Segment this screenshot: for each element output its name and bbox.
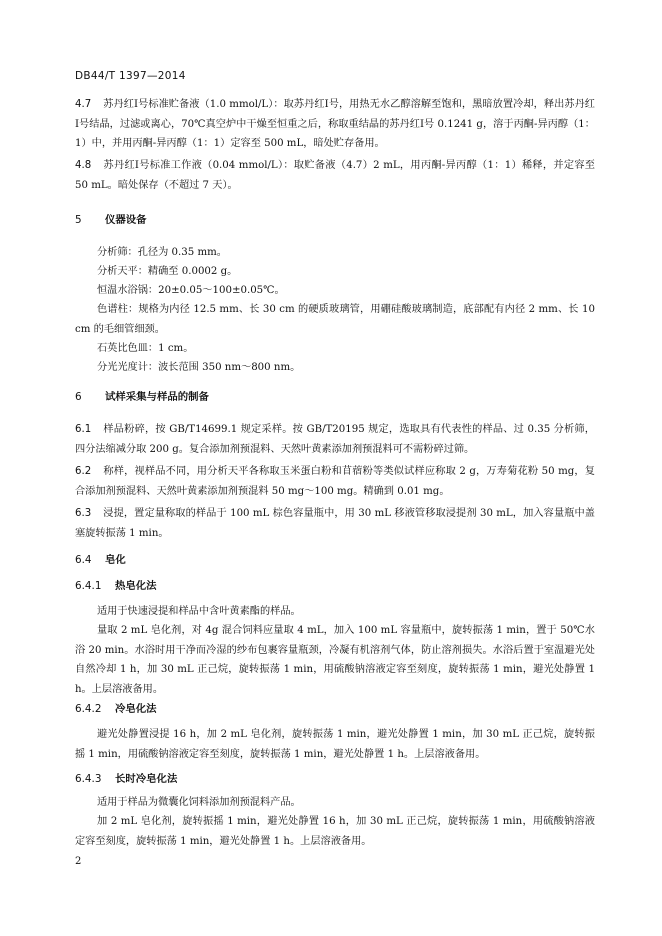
equipment-item: 分析筛：孔径为 0.35 mm。 [97,247,227,258]
paragraph: 适用于快速浸提和样品中含叶黄素酯的样品。 [97,606,301,617]
section-number: 6.4.2 [75,703,102,715]
section-heading-5 [75,211,147,226]
clause-6-1 [75,420,595,459]
section-number: 6.4 [75,554,92,566]
section-heading-6 [75,388,209,403]
section-number: 5 [75,214,82,226]
clause-text: 浸提，置定量称取的样品于 100 mL 棕色容量瓶中，用 30 mL 移液管移取浸提剂 30 mL，加入容量瓶中盖塞旋转振荡 1 min。 [75,508,595,539]
page-number: 2 [75,856,82,867]
section-title: 冷皂化法 [115,703,157,715]
paragraph: 避光处静置浸提 16 h，加 2 mL 皂化剂，旋转振荡 1 min，避光处静置 1 min，加 30 mL 正己烷，旋转振摇 1 min，用硫酸钠溶液定容至刻度，旋转振荡 1 min，避光处静置 1 h。上层溶液备用。 [75,729,595,760]
paragraph: 量取 2 mL 皂化剂，对 4g 混合饲料应量取 4 mL，加入 100 mL 容量瓶中，旋转振荡 1 min，置于 50℃水浴 20 min。水浴时用干净而冷湿的纱布包裹容量瓶颈，冷凝有机溶剂气体，防止溶剂损失。水浴后置于室温避光处自然冷却 1 h，加 30 mL 正己烷，旋转振荡 1 min，用硫酸钠溶液定容至刻度，旋转振荡 1 min，避光处静置 1 h。上层溶液备用。 [75,625,595,695]
paragraph: 加 2 mL 皂化剂，旋转振摇 1 min，避光处静置 16 h，加 30 mL 正己烷，旋转振荡 1 min，用硫酸钠溶液定容至刻度，旋转振荡 1 min，避光处静置 1 h。上层溶液备用。 [75,816,595,847]
clause-number: 6.2 [75,466,92,477]
section-heading-6-4-1 [75,577,157,592]
section-heading-6-4 [75,551,126,566]
clause-6-2 [75,462,595,501]
section-title: 试样采集与样品的制备 [105,391,209,403]
clause-text: 苏丹红Ⅰ号标准工作液（0.04 mmol/L）：取贮备液（4.7）2 mL，用丙酮-异丙醇（1：1）稀释，并定容至 50 mL。暗处保存（不超过 7 天）。 [75,160,595,191]
section-heading-6-4-3 [75,770,177,785]
section-heading-6-4-2 [75,700,157,715]
paragraph: 适用于样品为微囊化饲料添加剂预混料产品。 [97,797,301,808]
clause-text: 称样，视样品不同，用分析天平各称取玉米蛋白粉和苜蓿粉等类似试样应称取 2 g，万寿菊花粉 50 mg，复合添加剂预混料、天然叶黄素添加剂预混料 50 mg～100 mg。精确到 0.01 mg。 [75,466,595,497]
clause-6-3 [75,504,595,543]
clause-text: 苏丹红Ⅰ号标准贮备液（1.0 mmol/L）：取苏丹红Ⅰ号，用热无水乙醇溶解至饱和，黑暗放置冷却，释出苏丹红Ⅰ号结晶，过滤或离心，70℃真空炉中干燥至恒重之后，称取重结晶的苏丹红Ⅰ号 0.1241 g，溶于丙酮-异丙醇（1：1）中，并用丙酮-异丙醇（1：1）定容至 500 mL，暗处贮存备用。 [75,99,595,149]
equipment-item: 分光光度计：波长范围 350 nm～800 nm。 [97,362,301,373]
equipment-item: 石英比色皿：1 cm。 [97,343,194,354]
section-title: 皂化 [105,554,126,566]
clause-number: 4.8 [75,160,92,171]
section-title: 热皂化法 [115,580,157,592]
equipment-item: 分析天平：精确至 0.0002 g。 [97,266,238,277]
clause-4-7 [75,95,595,154]
document-header: DB44/T 1397—2014 [75,70,186,82]
clause-number: 4.7 [75,99,92,110]
clause-text: 样品粉碎，按 GB/T14699.1 规定采样。按 GB/T20195 规定，选取具有代表性的样品、过 0.35 分析筛，四分法缩减分取 200 g。复合添加剂预混料、天然叶黄素添加剂预混料可不需粉碎过筛。 [75,424,595,455]
equipment-item: 恒温水浴锅：20±0.05～100±0.05℃。 [97,285,285,296]
section-number: 6 [75,391,82,403]
clause-number: 6.3 [75,508,92,519]
section-title: 长时冷皂化法 [115,773,178,785]
section-title: 仪器设备 [105,214,147,226]
clause-4-8 [75,156,595,195]
clause-number: 6.1 [75,424,92,435]
equipment-item: 色谱柱：规格为内径 12.5 mm、长 30 cm 的硬质玻璃管，用硼硅酸玻璃制造，底部配有内径 2 mm、长 10 cm 的毛细管细颈。 [75,304,595,335]
section-number: 6.4.3 [75,773,102,785]
section-number: 6.4.1 [75,580,102,592]
